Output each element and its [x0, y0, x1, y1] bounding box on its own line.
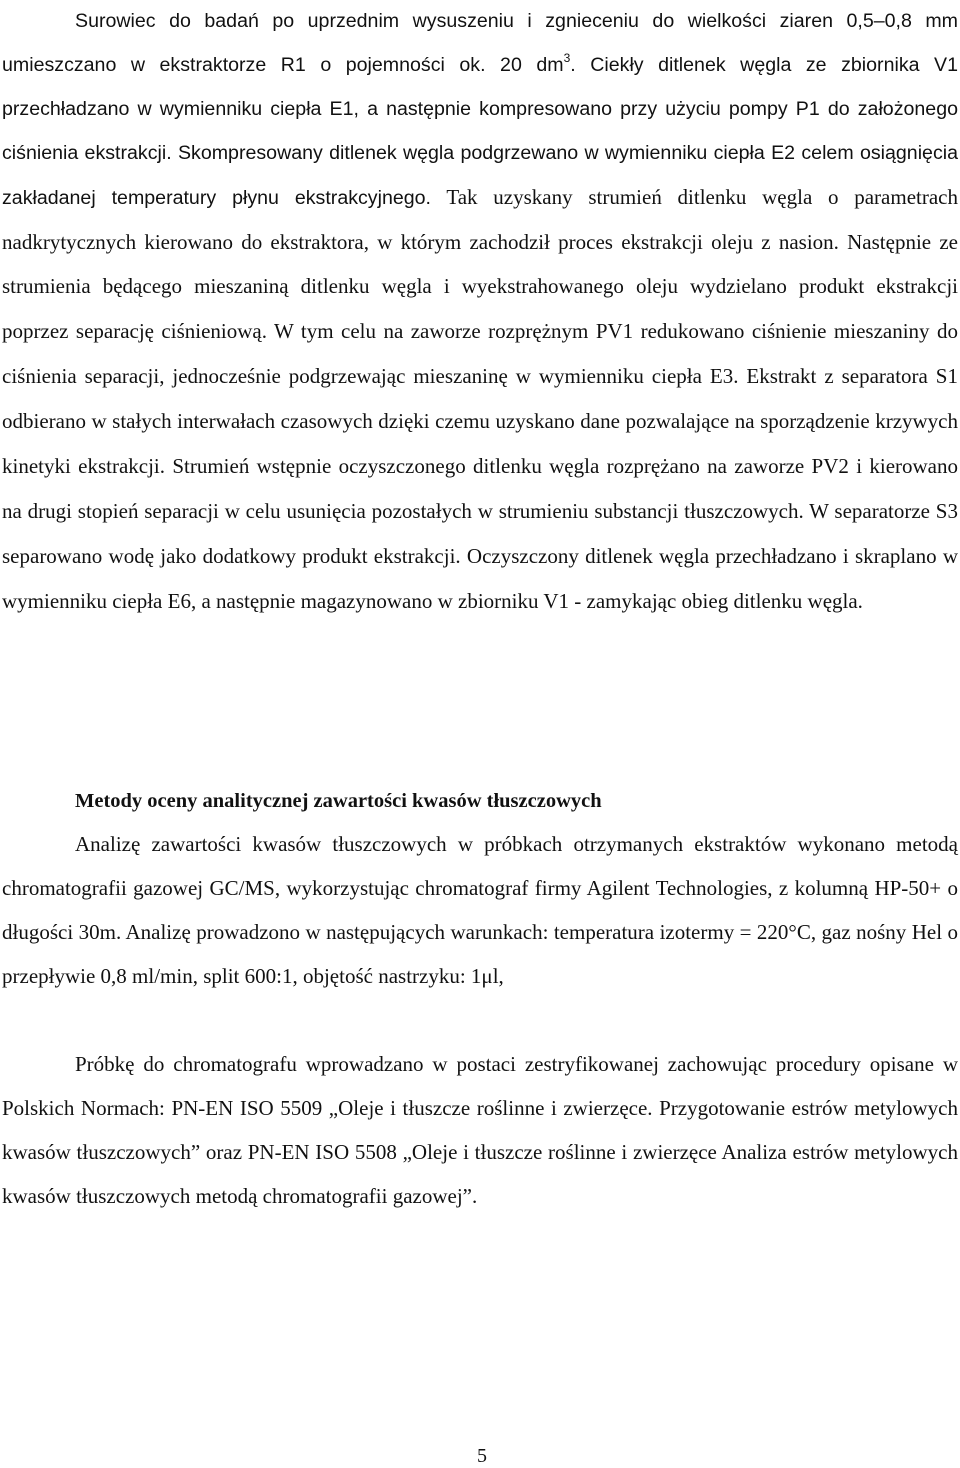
paragraph-1-text-start: Surowiec do badań po uprzednim wysuszeniu i zgnieceniu do wielkości ziaren 0,5–0,8 mm umieszczano w ekstraktorze R1 o pojemności ok. 20 dm	[2, 10, 958, 76]
paragraph-analysis-method: Analizę zawartości kwasów tłuszczowych w próbkach otrzymanych ekstraktów wykonano metodą chromatografii gazowej GC/MS, wykorzystując chromatograf firmy Agilent Technologies, z kolumną HP-50+ o długości 30m. Analizę prowadzono w następujących warunkach: temperatura izotermy = 220°C, gaz nośny Hel o przepływie 0,8 ml/min, split 600:1, objętość nastrzyku: 1μl,	[2, 832, 958, 988]
document-page	[2, 0, 958, 1468]
paragraph-sample-preparation: Próbkę do chromatografu wprowadzano w postaci zestryfikowanej zachowując procedury opisane w Polskich Normach: PN-EN ISO 5509 „Oleje i tłuszcze roślinne i zwierzęce. Przygotowanie estrów metylowych kwasów tłuszczowych” oraz PN-EN ISO 5508 „Oleje i tłuszcze roślinne i zwierzęce Analiza estrów metylowych kwasów tłuszczowych metodą chromatografii gazowej”.	[2, 1052, 958, 1208]
paragraph-extraction-process	[2, 0, 958, 625]
section-heading: Metody oceny analitycznej zawartości kwasów tłuszczowych	[75, 790, 602, 812]
page-number: 5	[477, 1445, 487, 1467]
paragraph-1-text-continued: . Ciekły ditlenek węgla ze zbiornika V1 przechładzano w wymienniku ciepła E1, a następnie kompresowano przy użyciu pompy P1 do założonego ciśnienia ekstrakcji. Skompresowany ditlenek węgla podgrzewano w wymienniku ciepła E2 celem osiągnięcia zakładanej temperatury płynu ekstrakcyjnego.	[2, 53, 958, 209]
paragraph-1-text-serif: Tak uzyskany strumień ditlenku węgla o parametrach nadkrytycznych kierowano do ekstraktora, w którym zachodził proces ekstrakcji oleju z nasion. Następnie ze strumienia będącego mieszaniną ditlenku węgla i wyekstrahowanego oleju wydzielano produkt ekstrakcji poprzez separację ciśnieniową. W tym celu na zaworze rozprężnym PV1 redukowano ciśnienie mieszaniny do ciśnienia separacji, jednocześnie podgrzewając mieszaninę w wymienniku ciepła E3. Ekstrakt z separatora S1 odbierano w stałych interwałach czasowych dzięki czemu uzyskano dane pozwalające na sporządzenie krzywych kinetyki ekstrakcji. Strumień wstępnie oczyszczonego ditlenku węgla rozprężano na zaworze PV2 i kierowano na drugi stopień separacji w celu usunięcia pozostałych w strumieniu substancji tłuszczowych. W separatorze S3 separowano wodę jako dodatkowy produkt ekstrakcji. Oczyszczony ditlenek węgla przechładzano i skraplano w wymienniku ciepła E6, a następnie magazynowano w zbiorniku V1 - zamykając obieg ditlenku węgla.	[2, 184, 958, 613]
superscript-exponent: 3	[563, 50, 571, 65]
